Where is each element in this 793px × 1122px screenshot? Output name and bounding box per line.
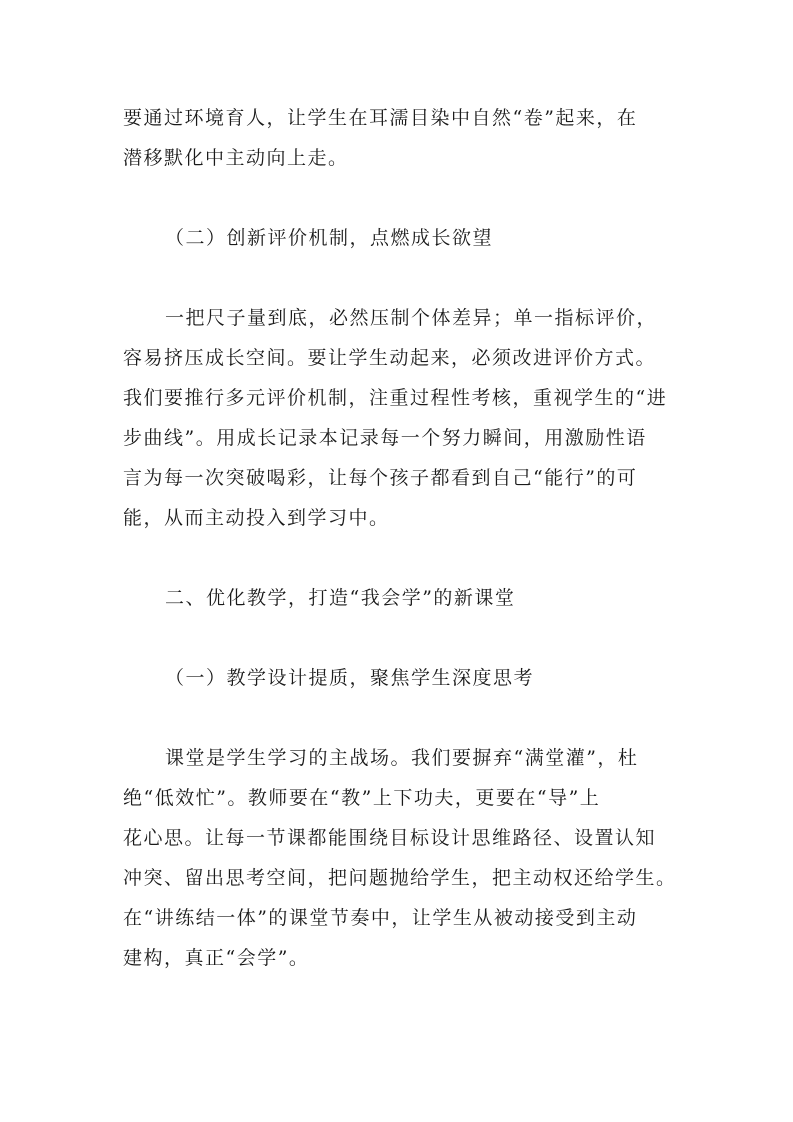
text-line: 在“讲练结一体”的课堂节奏中，让学生从被动接受到主动 [123,907,638,929]
paragraph-evaluation [123,298,673,538]
paragraph-gap [123,178,673,218]
section-heading-teaching [123,578,673,618]
text-line: 言为每一次突破喝彩，让每个孩子都看到自己“能行”的可 [123,467,638,489]
section-heading-design [123,658,673,698]
paragraph-classroom [123,738,677,978]
text-line: 课堂是学生学习的主战场。我们要摒弃“满堂灌”，杜 [165,747,639,769]
heading-text: （二）创新评价机制，点燃成长欲望 [165,227,494,249]
document-body [123,98,677,978]
text-line: 绝“低效忙”。教师要在“教”上下功夫，更要在“导”上 [123,787,601,809]
paragraph-gap [123,538,673,578]
heading-text: 二、优化教学，打造“我会学”的新课堂 [165,587,516,609]
paragraph-gap [123,258,673,298]
text-line: 潜移默化中主动向上走。 [123,147,349,169]
paragraph-environment [123,98,673,178]
text-line: 我们要推行多元评价机制，注重过程性考核，重视学生的“进 [123,387,668,409]
paragraph-gap [123,618,673,658]
section-heading-evaluation [123,218,673,258]
text-line: 建构，真正“会学”。 [123,947,310,969]
paragraph-gap [123,698,673,738]
text-line: 要通过环境育人，让学生在耳濡目染中自然“卷”起来，在 [123,107,638,129]
text-line: 容易挤压成长空间。要让学生动起来，必须改进评价方式。 [123,347,657,369]
text-line: 花心思。让每一节课都能围绕目标设计思维路径、设置认知 [123,827,657,849]
text-line: 一把尺子量到底，必然压制个体差异；单一指标评价， [165,307,658,329]
text-line: 冲突、留出思考空间，把问题抛给学生，把主动权还给学生。 [123,867,677,889]
heading-text: （一）教学设计提质，聚焦学生深度思考 [165,667,535,689]
text-line: 步曲线”。用成长记录本记录每一个努力瞬间，用激励性语 [123,427,647,449]
text-line: 能，从而主动投入到学习中。 [123,507,390,529]
